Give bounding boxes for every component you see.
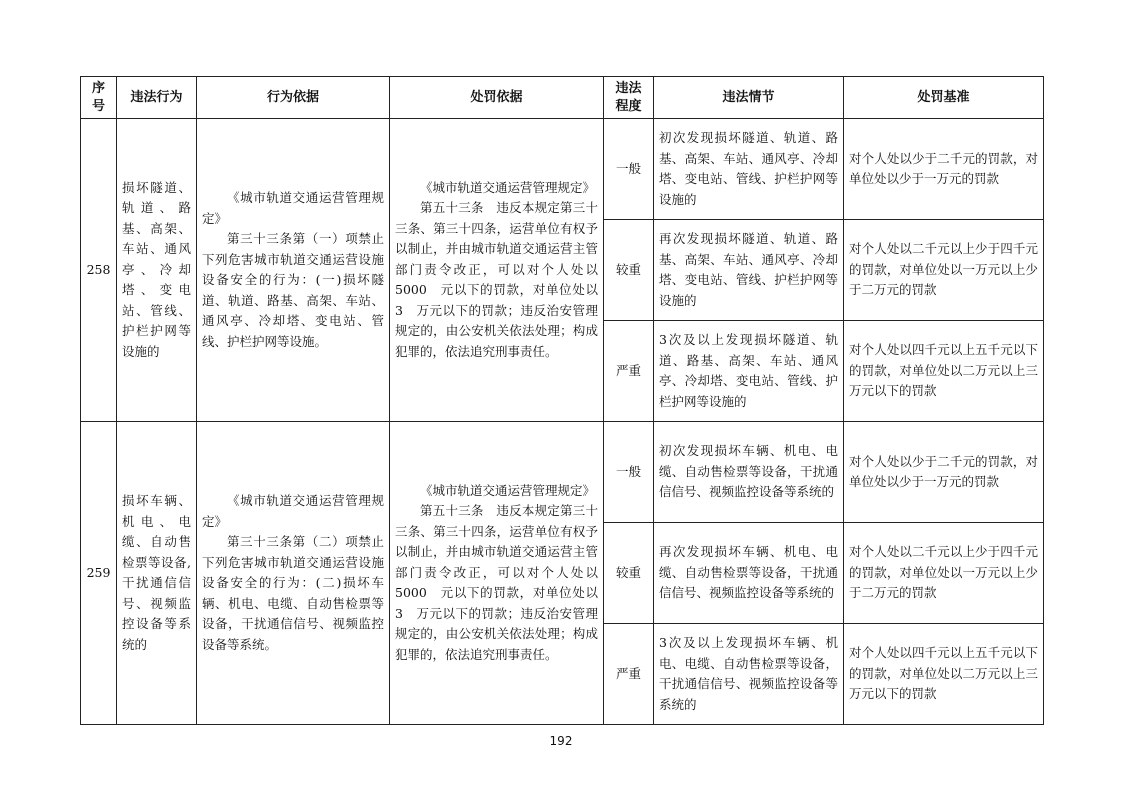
page-number: 192 — [549, 734, 573, 748]
degree-cell: 较重 — [604, 220, 654, 321]
penalty-title: 《城市轨道交通运营管理规定》 — [420, 179, 596, 195]
circumstance-cell: 再次发现损坏车辆、机电、电缆、自动售检票等设备，干扰通信信号、视频监控设备等系统的 — [654, 523, 844, 624]
seq-cell: 259 — [81, 422, 117, 725]
standard-cell: 对个人处以二千元以上少于四千元的罚款，对单位处以一万元以上少于二万元的罚款 — [844, 220, 1044, 321]
basis-cell — [197, 119, 390, 422]
standard-cell: 对个人处以少于二千元的罚款，对单位处以少于一万元的罚款 — [844, 119, 1044, 220]
penalty-basis-cell — [390, 119, 611, 422]
header-basis: 行为依据 — [197, 77, 390, 119]
penalty-basis-cell — [390, 422, 611, 725]
degree-cell: 一般 — [604, 422, 654, 523]
standard-cell: 对个人处以四千元以上五千元以下的罚款，对单位处以二万元以上三万元以下的罚款 — [844, 321, 1044, 422]
table-row — [81, 119, 1044, 220]
penalty-table — [80, 76, 1044, 725]
header-penalty-basis: 处罚依据 — [390, 77, 604, 119]
header-circumstance: 违法情节 — [654, 77, 844, 119]
penalty-text: 第五十三条 违反本规定第三十三条、第三十四条，运营单位有权予以制止，并由城市轨道交通运营主管部门责令改正，可以对个人处以 5000 元以下的罚款，对单位处以 3 万元以下的罚款；违反治安管理规定的，由公安机关依法处理；构成犯罪的，依法追究刑事责任。 — [395, 503, 611, 662]
standard-cell: 对个人处以二千元以上少于四千元的罚款，对单位处以一万元以上少于二万元的罚款 — [844, 523, 1044, 624]
basis-title: 《城市轨道交通运营管理规定》 — [202, 493, 384, 529]
header-degree: 违法 程度 — [604, 77, 654, 119]
header-act: 违法行为 — [117, 77, 197, 119]
header-seq: 序 号 — [81, 77, 117, 119]
act-cell: 损坏隧道、轨道、路基、高架、车站、通风亭、冷却塔、变电站、管线、护栏护网等设施的 — [117, 119, 197, 422]
act-cell: 损坏车辆、机电、电缆、自动售检票等设备,干扰通信信号、视频监控设备等系统的 — [117, 422, 197, 725]
circumstance-cell: 再次发现损坏隧道、轨道、路基、高架、车站、通风亭、冷却塔、变电站、管线、护栏护网等设施的 — [654, 220, 844, 321]
circumstance-cell: 3次及以上发现损坏隧道、轨道、路基、高架、车站、通风亭、冷却塔、变电站、管线、护栏护网等设施的 — [654, 321, 844, 422]
penalty-text: 第五十三条 违反本规定第三十三条、第三十四条，运营单位有权予以制止，并由城市轨道交通运营主管部门责令改正，可以对个人处以 5000 元以下的罚款，对单位处以 3 万元以下的罚款；违反治安管理规定的，由公安机关依法处理；构成犯罪的，依法追究刑事责任。 — [395, 200, 611, 359]
degree-cell: 一般 — [604, 119, 654, 220]
degree-cell: 严重 — [604, 624, 654, 725]
degree-cell: 严重 — [604, 321, 654, 422]
table-row — [81, 422, 1044, 523]
standard-cell: 对个人处以少于二千元的罚款，对单位处以少于一万元的罚款 — [844, 422, 1044, 523]
basis-cell — [197, 422, 390, 725]
basis-text: 第三十三条第（一）项禁止下列危害城市轨道交通运营设施设备安全的行为：(一)损坏隧道、轨道、路基、高架、车站、通风亭、冷却塔、变电站、管线、护栏护网等设施。 — [202, 231, 384, 349]
header-standard: 处罚基准 — [844, 77, 1044, 119]
circumstance-cell: 3次及以上发现损坏车辆、机电、电缆、自动售检票等设备，干扰通信信号、视频监控设备等系统的 — [654, 624, 844, 725]
basis-text: 第三十三条第（二）项禁止下列危害城市轨道交通运营设施设备安全的行为：(二)损坏车辆、机电、电缆、自动售检票等设备，干扰通信信号、视频监控设备等系统。 — [202, 534, 384, 652]
header-row — [81, 77, 1044, 119]
degree-cell: 较重 — [604, 523, 654, 624]
circumstance-cell: 初次发现损坏车辆、机电、电缆、自动售检票等设备，干扰通信信号、视频监控设备等系统的 — [654, 422, 844, 523]
seq-cell: 258 — [81, 119, 117, 422]
standard-cell: 对个人处以四千元以上五千元以下的罚款，对单位处以二万元以上三万元以下的罚款 — [844, 624, 1044, 725]
basis-title: 《城市轨道交通运营管理规定》 — [202, 190, 384, 226]
circumstance-cell: 初次发现损坏隧道、轨道、路基、高架、车站、通风亭、冷却塔、变电站、管线、护栏护网等设施的 — [654, 119, 844, 220]
penalty-title: 《城市轨道交通运营管理规定》 — [420, 482, 596, 498]
